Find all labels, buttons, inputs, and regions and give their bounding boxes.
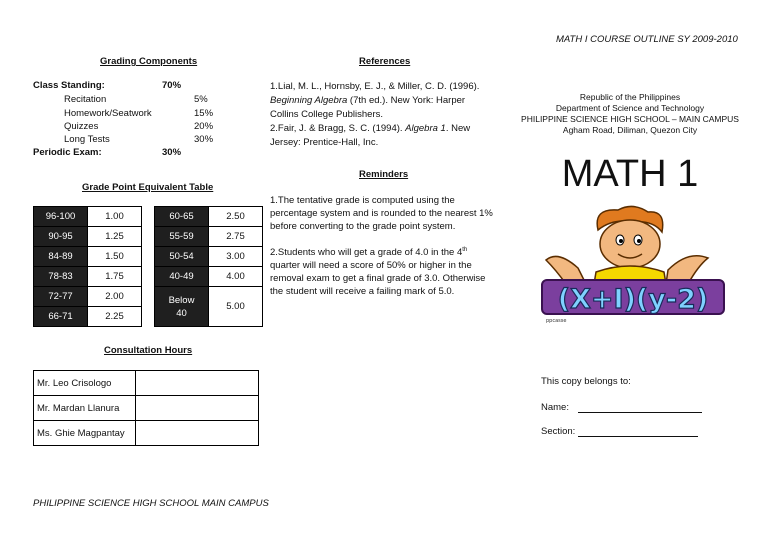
footer-school: PHILIPPINE SCIENCE HIGH SCHOOL MAIN CAMPUS xyxy=(33,498,269,509)
reference-line xyxy=(270,122,479,136)
course-outline-title: MATH I COURSE OUTLINE SY 2009-2010 xyxy=(556,34,738,45)
reminder-line: removal exam to get a final grade of 3.0. Otherwise xyxy=(270,273,486,285)
main-title: MATH 1 xyxy=(561,153,699,195)
table-row xyxy=(34,421,259,446)
gpe-grade: 2.00 xyxy=(88,287,142,307)
periodic-exam-value: 30% xyxy=(162,147,182,158)
reference-line: Jersey: Prentice-Hall, Inc. xyxy=(270,137,379,148)
name-field[interactable] xyxy=(578,402,702,413)
cartoon-credit: ppcasse xyxy=(546,318,567,324)
gpe-range: 40-49 xyxy=(155,267,209,287)
consultation-hours-cell xyxy=(136,396,259,421)
consultation-teacher: Mr. Mardan Llanura xyxy=(34,396,136,421)
consultation-title: Consultation Hours xyxy=(104,345,193,356)
table-row xyxy=(34,371,259,396)
gpe-range: 55-59 xyxy=(155,227,209,247)
references-title: References xyxy=(359,56,411,67)
gpe-grade: 1.50 xyxy=(88,247,142,267)
gpe-grade: 1.00 xyxy=(88,207,142,227)
grading-item-label: Quizzes xyxy=(64,121,99,132)
school-line: Department of Science and Technology xyxy=(555,103,705,113)
gpe-below-line1: Below xyxy=(168,294,195,306)
name-row xyxy=(541,402,702,413)
section-field[interactable] xyxy=(578,426,698,437)
table-row xyxy=(34,247,263,267)
cartoon-banner-text: (X+I)(y-2) xyxy=(557,284,709,315)
gpe-grade: 2.50 xyxy=(209,207,263,227)
gpe-table xyxy=(33,206,263,327)
section-label: Section: xyxy=(541,426,576,437)
grading-item-label: Recitation xyxy=(64,94,107,105)
reminder-text: 2.Students who will get a grade of 4.0 in the 4 xyxy=(270,247,463,259)
gpe-range: 96-100 xyxy=(34,207,88,227)
gpe-range: 72-77 xyxy=(34,287,88,307)
belongs-label: This copy belongs to: xyxy=(541,376,631,387)
class-standing-value: 70% xyxy=(162,80,182,91)
gpe-grade: 3.00 xyxy=(209,247,263,267)
grading-components-title: Grading Components xyxy=(100,56,198,67)
gpe-range: 78-83 xyxy=(34,267,88,287)
class-standing-label: Class Standing: xyxy=(33,80,105,91)
school-line: Republic of the Philippines xyxy=(579,92,681,102)
section-row xyxy=(541,426,698,437)
consultation-teacher: Ms. Ghie Magpantay xyxy=(34,421,136,446)
reference-text: (7th ed.). New York: Harper xyxy=(347,95,466,106)
gpe-grade: 1.75 xyxy=(88,267,142,287)
consultation-table xyxy=(33,370,259,446)
consultation-teacher: Mr. Leo Crisologo xyxy=(34,371,136,396)
gpe-range: 50-54 xyxy=(155,247,209,267)
grading-item-label: Homework/Seatwork xyxy=(64,108,152,119)
reminder-line: the student will receive a failing mark of 5.0. xyxy=(270,286,455,298)
grading-item-value: 30% xyxy=(194,134,214,145)
reference-book-title: Algebra 1 xyxy=(405,123,446,134)
consultation-hours-cell xyxy=(136,371,259,396)
gpe-range: 90-95 xyxy=(34,227,88,247)
gpe-grade: 1.25 xyxy=(88,227,142,247)
reference-line: Collins College Publishers. xyxy=(270,109,383,120)
gpe-grade: 2.75 xyxy=(209,227,263,247)
reference-book-title: Beginning Algebra xyxy=(270,95,348,106)
reminder-line: 1.The tentative grade is computed using the xyxy=(270,195,455,206)
name-label: Name: xyxy=(541,402,569,413)
gpe-title: Grade Point Equivalent Table xyxy=(82,182,214,193)
cartoon-illustration xyxy=(538,200,728,325)
gpe-range-below xyxy=(155,287,209,327)
gpe-grade: 5.00 xyxy=(209,287,263,327)
gpe-range: 66-71 xyxy=(34,307,88,327)
grading-item-value: 15% xyxy=(194,108,214,119)
school-info xyxy=(510,92,750,136)
grading-item-value: 20% xyxy=(194,121,214,132)
reminder-line xyxy=(270,244,493,259)
reference-line xyxy=(270,94,479,108)
gpe-grade: 2.25 xyxy=(88,307,142,327)
grading-item-value: 5% xyxy=(194,94,208,105)
table-row xyxy=(34,396,259,421)
gpe-below-line2: 40 xyxy=(176,307,187,319)
table-row xyxy=(34,207,263,227)
reminders-title: Reminders xyxy=(359,169,409,180)
school-line: Agham Road, Diliman, Quezon City xyxy=(562,125,698,135)
reminder-sup: th xyxy=(462,247,468,253)
periodic-exam-label: Periodic Exam: xyxy=(33,147,102,158)
reminders-body xyxy=(270,194,493,298)
gpe-grade: 4.00 xyxy=(209,267,263,287)
table-row xyxy=(34,287,263,307)
gpe-range: 84-89 xyxy=(34,247,88,267)
table-row xyxy=(34,267,263,287)
reference-text: . New xyxy=(445,123,471,134)
reference-text: 2.Fair, J. & Bragg, S. C. (1994). xyxy=(270,123,406,134)
reference-line: 1.Lial, M. L., Hornsby, E. J., & Miller, C. D. (1996). xyxy=(270,81,480,92)
school-line: PHILIPPINE SCIENCE HIGH SCHOOL – MAIN CAMPUS xyxy=(521,114,739,124)
references-body xyxy=(270,80,479,150)
table-row xyxy=(34,227,263,247)
consultation-hours-cell xyxy=(136,421,259,446)
grading-item-label: Long Tests xyxy=(64,134,110,145)
reminder-line: percentage system and is rounded to the nearest 1% xyxy=(270,208,493,219)
reminder-line: quarter will need a score of 50% or higher in the xyxy=(270,260,472,272)
gpe-range: 60-65 xyxy=(155,207,209,227)
reminder-line: before converting to the grade point system. xyxy=(270,221,456,232)
